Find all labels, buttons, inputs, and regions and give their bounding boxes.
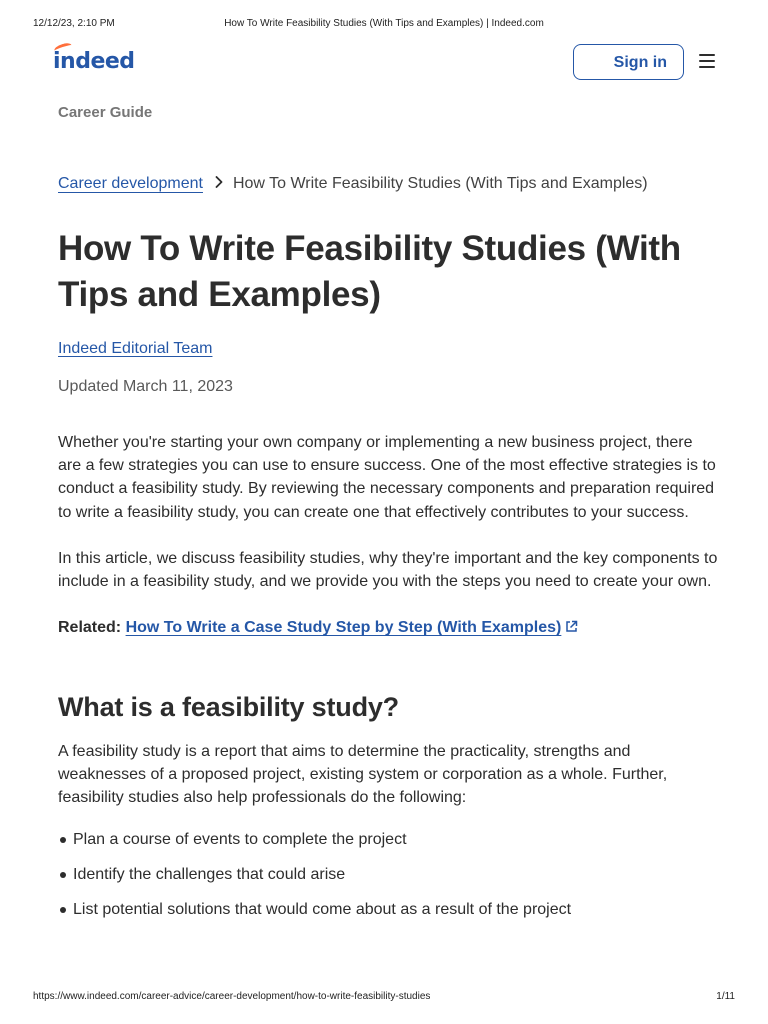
breadcrumb-career-development-link[interactable]: Career development	[58, 175, 203, 192]
bullet-list	[58, 828, 718, 933]
print-header	[33, 18, 735, 32]
author-link[interactable]: Indeed Editorial Team	[58, 340, 213, 357]
list-item	[58, 898, 718, 921]
bullet-icon	[60, 872, 66, 878]
logo-text: indeed	[53, 48, 135, 74]
list-item-text: Plan a course of events to complete the project	[73, 831, 407, 848]
updated-date: Updated March 11, 2023	[58, 378, 233, 395]
list-item-text: Identify the challenges that could arise	[73, 866, 346, 883]
related-article-link[interactable]	[126, 619, 579, 636]
section-heading: What is a feasibility study?	[58, 692, 399, 722]
print-datetime: 12/12/23, 2:10 PM	[33, 18, 115, 29]
list-item-text: List potential solutions that would come about as a result of the project	[73, 901, 572, 918]
list-item	[58, 863, 718, 886]
related-label: Related:	[58, 619, 122, 636]
bullet-icon	[60, 907, 66, 913]
related-link-text: How To Write a Case Study Step by Step (With Examples)	[125, 619, 562, 636]
page-title: How To Write Feasibility Studies (With Tips and Examples)	[58, 229, 681, 314]
intro-paragraph-2: In this article, we discuss feasibility studies, why they're important and the key components to include in a feasibility study, and we provide you with the steps you need to create your own.	[58, 550, 718, 591]
print-page-title: How To Write Feasibility Studies (With Tips and Examples) | Indeed.com	[224, 18, 544, 29]
print-page-number: 1/11	[716, 991, 735, 1002]
list-item	[58, 828, 718, 851]
section-paragraph: A feasibility study is a report that aims to determine the practicality, strengths and weaknesses of a proposed project, existing system or corporation as a whole. Further, feasibility studies also help professionals do the following:	[58, 743, 668, 807]
related-article	[58, 619, 578, 638]
breadcrumb-current: How To Write Feasibility Studies (With Tips and Examples)	[232, 175, 648, 192]
breadcrumb	[58, 175, 728, 193]
hamburger-menu-icon[interactable]	[697, 52, 719, 70]
sign-in-button[interactable]: Sign in	[573, 44, 684, 80]
print-footer	[33, 991, 735, 1005]
external-link-icon	[565, 620, 578, 638]
print-url: https://www.indeed.com/career-advice/career-development/how-to-write-feasibility-studies	[33, 991, 431, 1002]
chevron-right-icon	[215, 175, 223, 193]
career-guide-label[interactable]: Career Guide	[58, 104, 153, 121]
indeed-logo[interactable]	[53, 48, 135, 74]
intro-paragraph-1: Whether you're starting your own company or implementing a new business project, there are a few strategies you can use to ensure success. One of the most effective strategies is to conduct a feasibility study. By reviewing the necessary components and preparation required to write a feasibility study, you can create one that effectively contributes to your success.	[58, 434, 716, 521]
bullet-icon	[60, 837, 66, 843]
